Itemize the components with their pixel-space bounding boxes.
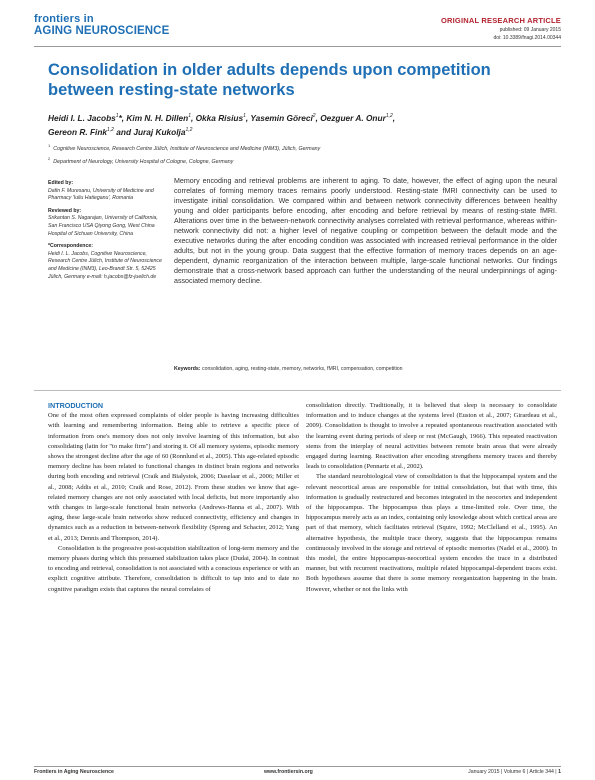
- reviewed-by-text: Srikantan S. Nagarajan, University of California, San Francisco USA Qiyong Gong, West China Hospital of Sichuan University, China: [48, 215, 158, 237]
- published-date: published: 09 January 2015: [499, 27, 561, 33]
- correspondence-label: *Correspondence:: [48, 243, 93, 250]
- section-heading-introduction: INTRODUCTION: [48, 401, 104, 410]
- author-separator: and: [113, 126, 134, 137]
- author-separator: ,: [315, 112, 321, 123]
- page-number: 1: [558, 769, 561, 775]
- body-divider: [34, 390, 561, 391]
- keywords-label: Keywords:: [174, 366, 201, 372]
- edited-by-label: Edited by:: [48, 180, 74, 186]
- affiliation-text: Department of Neurology, University Hospital of Cologne, Cologne, Germany: [53, 158, 234, 165]
- logo-bottom-text: AGING NEUROSCIENCE: [34, 25, 170, 37]
- affiliation-number: 2: [48, 155, 51, 161]
- author-affil-ref: 1: [243, 113, 246, 119]
- author-name[interactable]: Gereon R. Fink: [48, 126, 108, 137]
- author-separator: ,: [392, 112, 396, 123]
- body-column-left: [48, 401, 299, 595]
- body-paragraph: consolidation directly. Traditionally, it is believed that sleep is necessary to consolidate information and to induce changes at the systems level (Euston et al., 2007; Girardeau et al., 2009). Consolidation is thought to involve a repeated spontaneous reactivation associated with the learning event during periods of sleep or rest (McGaugh, 1966). This repeated reactivation stems from the interplay of neural activities between remote brain areas that were already engaged during learning. Reactivation after encoding strengthens memory traces and thereby leads to consolidation (Pennartz et al., 2002).: [306, 402, 557, 471]
- keywords-text: consolidation, aging, resting-state, memory, networks, fMRI, compensation, competition: [201, 366, 403, 372]
- author-list: [48, 110, 558, 138]
- doi-link[interactable]: doi: 10.3389/fnagi.2014.00344: [493, 35, 561, 41]
- article-meta: [441, 16, 561, 41]
- affiliation-number: 1: [48, 143, 51, 148]
- correspondence-text[interactable]: Heidi I. L. Jacobs, Cognitive Neuroscience, Research Centre Jülich, Institute of Neuroscience and Medicine (INM3), Leo-Brandt Str. 5, 52425 Jülich, Germany e-mail: h.jacobs@fz-juelich.de: [48, 250, 162, 280]
- article-title: Consolidation in older adults depends upon competition between resting-state networks: [48, 61, 491, 99]
- author-name[interactable]: Juraj Kukolja: [133, 126, 186, 137]
- footer-issue-text: January 2015 | Volume 6 | Article 344 |: [468, 769, 557, 775]
- body-paragraph: One of the most often expressed complaints of older people is having increasing difficulties with learning and remembering information. Being able to retrieve a specific piece of information from one's memory does not only involve learning of this information, but also consolidating (latin for "to make firm") and storing it. Of all memory systems, episodic memory shows the strongest decline after the age of 60 (Ronnlund et al., 2005). This age-related episodic memory decline has been related to functional changes in distinct brain regions and networks during both encoding and retrieval (Craik and Bialystok, 2006; Daselaar et al., 2006; Miller et al., 2008; Addis et al., 2010; Craik and Rose, 2012). From these studies we know that age-related memory changes are not only associated with local deficits, but more importantly also with changes in large-scale functional brain networks (Andrews-Hanna et al., 2007). With aging, these large-scale brain networks show reduced connectivity, efficiency and changes in dynamics such as a reduction in between-network flexibility (Spreng and Schacter, 2012; Yang et al., 2013; Dennis and Thompson, 2014).: [48, 412, 299, 542]
- footer-journal: Frontiers in Aging Neuroscience: [34, 769, 114, 775]
- affiliation-text: Cognitive Neuroscience, Research Centre Jülich, Institute of Neuroscience and Medicine (INM3), Jülich, Germany: [53, 145, 321, 152]
- page-footer: [34, 769, 561, 778]
- author-affil-ref: 1: [188, 113, 191, 119]
- author-affil-ref: 1,2: [385, 113, 393, 119]
- logo-top-text: frontiers in: [34, 13, 94, 25]
- keywords: [174, 366, 557, 372]
- body-paragraph: Consolidation is the progressive post-acquisition stabilization of long-term memory and the memory phases during which this presumed stabilization takes place (Dudai, 2004). In contrast to encoding and retrieval, consolidation is not associated with a conscious experience or with an explicit cognitive attribute. Therefore, consolidation is difficult to tap into and to date no cognitive paradigm exists that captures the neural correlates of: [48, 544, 299, 593]
- author-name[interactable]: Heidi I. L. Jacobs: [48, 112, 116, 123]
- footer-url[interactable]: www.frontiersin.org: [264, 769, 313, 775]
- abstract: Memory encoding and retrieval problems are inherent to aging. To date, however, the effect of aging upon the neural correlates of forming memory traces remains poorly understood. Resting-state fMRI connectivity can be used to investigate initial consolidation. We compared within and between network connectivity differences between healthy young and older participants before encoding, after encoding and before retrieval by means of resting-state fMRI. Alterations over time in the between-network connectivity analyses correlated with retrieval performance, whereas within-network connectivity did not: a higher level of negative coupling or competition between the default mode and the executive networks during the after encoding condition was associated with increased retrieval performance in the older adults, but not in the young group. Data suggest that the effective formation of memory traces depends on an age-dependent, dynamic reorganization of the interaction between multiple, large-scale functional networks. Our findings demonstrate that a cross-network based approach can further the understanding of the neural underpinnings of aging-associated memory decline.: [174, 177, 557, 285]
- affiliation-item: [48, 154, 568, 167]
- body-column-right: [306, 401, 557, 595]
- author-affil-ref: 1,2: [185, 126, 193, 133]
- author-separator: ,: [190, 112, 196, 123]
- author-affil-ref: 1: [115, 113, 119, 119]
- author-name[interactable]: Oezguer A. Onur: [320, 112, 386, 123]
- footer-divider: [34, 766, 561, 767]
- footer-issue: [468, 769, 561, 775]
- journal-logo: [34, 14, 169, 38]
- author-affil-ref: 1,2: [107, 126, 114, 133]
- body-paragraph: The standard neurobiological view of consolidation is that the hippocampal system and the relevant neocortical areas are responsible for initial consolidation, but that with time, this information is gradually restructured and becomes integrated in the neocortex and independent of the hippocampus. The hippocampus thus plays a time-limited role. Over time, the hippocampus merely acts as an index, containing only knowledge about which cortical areas are part of that memory, which facilitates retrieval (Squire, 1992; McClelland et al., 1995). An alternative hypothesis, the multiple trace theory, suggests that the hippocampus remains continuously involved in the storage and retrieval of episodic memories (Nadel et al., 2000). In this model, the entire hippocampus-neocortical system encodes the trace in a distributed manner, but with recurrent reactivations, multiple related hippocampal-dependent traces exist. Both hypotheses assume that there is some memory reorganization happening in the brain. However, whether or not the links with: [306, 473, 557, 593]
- author-name[interactable]: Kim N. H. Dillen: [126, 112, 189, 123]
- author-separator: *,: [118, 112, 127, 123]
- reviewed-by-label: Reviewed by:: [48, 207, 82, 214]
- affiliation-list: [48, 141, 568, 167]
- header-divider: [34, 46, 561, 47]
- author-name[interactable]: Yasemin Göreci: [250, 112, 313, 123]
- author-affil-ref: 2: [312, 113, 316, 119]
- author-separator: ,: [245, 112, 251, 123]
- editorial-sidebar: [48, 180, 166, 281]
- affiliation-item: [48, 141, 568, 154]
- author-name[interactable]: Okka Risius: [195, 112, 244, 123]
- article-type: ORIGINAL RESEARCH ARTICLE: [440, 16, 561, 25]
- edited-by-text: Dafin F. Muresanu, University of Medicine and Pharmacy 'Iuliu Hatieganu', Romania: [48, 187, 154, 202]
